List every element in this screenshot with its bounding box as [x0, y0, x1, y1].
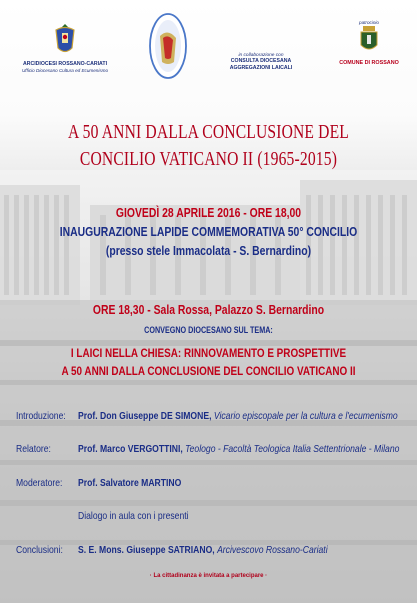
- event2-intro: CONVEGNO DIOCESANO SUL TEMA:: [144, 325, 273, 335]
- town-coat-of-arms-icon: [357, 25, 381, 55]
- event2-theme-line1: I LAICI NELLA CHIESA: RINNOVAMENTO E PROSPETTIVE: [70, 346, 347, 360]
- event2-time-place: ORE 18,30 - Sala Rossa, Palazzo S. Bernardino: [92, 302, 325, 317]
- event1-place: (presso stele Immacolata - S. Bernardino): [105, 243, 312, 258]
- patronage-block: [337, 20, 401, 66]
- event2-theme-line2: A 50 ANNI DALLA CONCLUSIONE DEL CONCILIO VATICANO II: [61, 364, 356, 378]
- program-row-dialogo: [0, 510, 417, 524]
- speaker-role: Teologo - Facoltà Teologica Italia Settentrionale - Milano: [185, 443, 400, 455]
- title-line-2: CONCILIO VATICANO II (1965-2015): [79, 149, 338, 170]
- speaker-name: Prof. Don Giuseppe DE SIMONE,: [78, 410, 212, 422]
- footer-invitation: · La cittadinanza è invitata a partecipare ·: [149, 573, 268, 579]
- collaboration-intro: in collaborazione con: [238, 53, 284, 58]
- collaboration-block: [219, 53, 303, 71]
- speaker-name: Prof. Salvatore MARTINO: [78, 477, 182, 489]
- program-label: Introduzione:: [16, 410, 66, 422]
- event1-title: INAUGURAZIONE LAPIDE COMMEMORATIVA 50° CONCILIO: [59, 224, 358, 239]
- program-label: Conclusioni:: [16, 544, 63, 556]
- collaboration-line2: AGGREGAZIONI LAICALI: [229, 64, 293, 71]
- speaker-role: Vicario episcopale per la cultura e l'ecumenismo: [213, 410, 398, 422]
- event1-date: GIOVEDÌ 28 APRILE 2016 - ORE 18,00: [115, 205, 302, 220]
- speaker-name: S. E. Mons. Giuseppe SATRIANO,: [78, 544, 215, 556]
- patronage-intro: patrocinio: [359, 20, 379, 25]
- program-row-moderatore: [0, 477, 417, 491]
- archdiocese-block: [10, 22, 120, 73]
- program-label: Moderatore:: [16, 477, 63, 489]
- program-row-relatore: [0, 443, 417, 457]
- title-line-1: A 50 ANNI DALLA CONCLUSIONE DEL: [68, 122, 349, 143]
- archdiocese-name: ARCIDIOCESI ROSSANO-CARIATI: [22, 61, 108, 67]
- dialogue-text: Dialogo in aula con i presenti: [78, 510, 189, 522]
- speaker-role: Arcivescovo Rossano-Cariati: [217, 544, 328, 556]
- speaker-name: Prof. Marco VERGOTTINI,: [78, 443, 183, 455]
- program-row-conclusioni: [0, 544, 417, 558]
- jubilee-logo: [144, 8, 192, 84]
- town-name: COMUNE DI ROSSANO: [339, 60, 399, 66]
- collaboration-line1: CONSULTA DIOCESANA: [230, 58, 292, 64]
- jubilee-of-mercy-logo-icon: [144, 8, 192, 84]
- program-row-introduzione: [0, 410, 417, 424]
- program-label: Relatore:: [16, 443, 51, 455]
- archdiocese-office: Ufficio Diocesano Cultura ed Ecumenismo: [21, 67, 109, 73]
- archdiocese-coat-of-arms-icon: [50, 22, 80, 56]
